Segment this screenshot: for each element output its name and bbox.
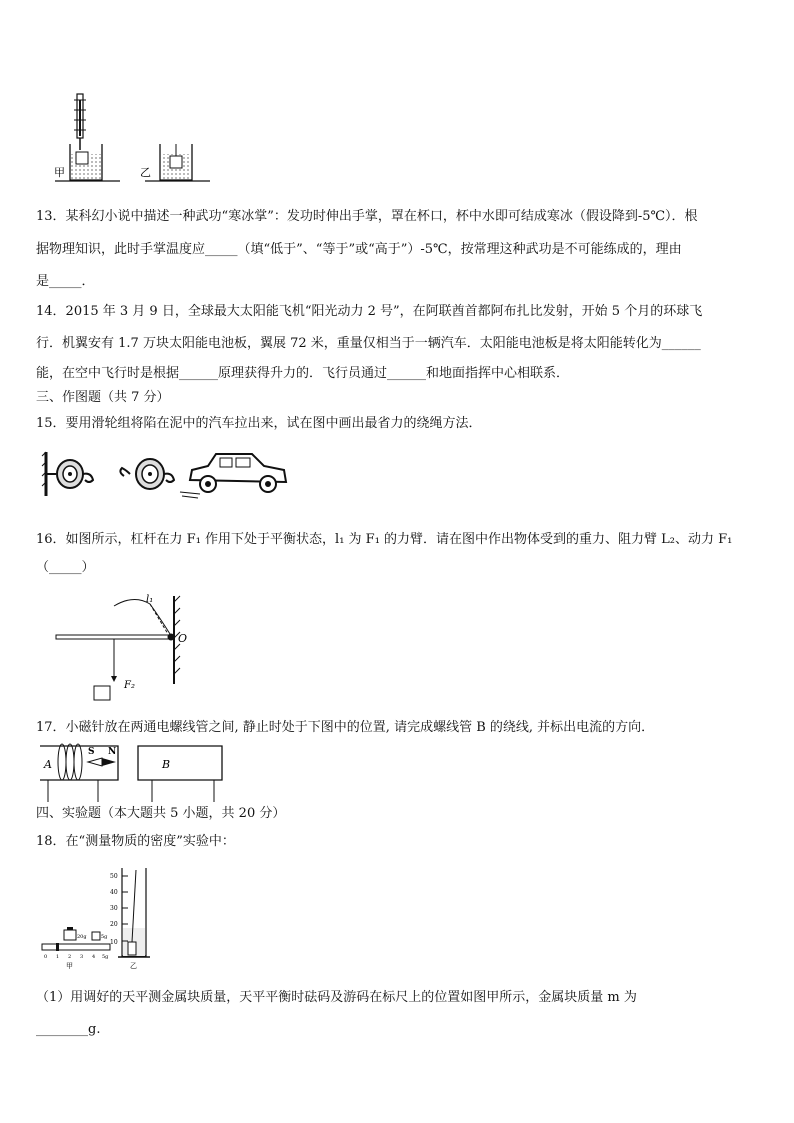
cyl-tick-40: 40 <box>110 889 118 896</box>
scale-tick-3: 3 <box>80 954 84 960</box>
section4-title: 四、实验题（本大题共 5 小题，共 20 分） <box>36 806 286 821</box>
q13-line3: 是_____． <box>36 274 95 289</box>
section3-title: 三、作图题（共 7 分） <box>36 390 170 405</box>
q16-line2: （_____） <box>36 560 95 575</box>
fig-label-jia: 甲 <box>54 166 65 179</box>
scale-tick-0: 0 <box>44 954 48 960</box>
q18-sub1-line1: （1）用调好的天平测金属块质量，天平平衡时砝码及游码在标尺上的位置如图甲所示，金属块质量 m 为 <box>36 990 637 1005</box>
q15-line1: 15．要用滑轮组将陷在泥中的汽车拉出来，试在图中画出最省力的绕绳方法． <box>36 416 482 431</box>
fig-label-jia-18: 甲 <box>66 962 73 970</box>
scale-tick-1: 1 <box>56 954 60 960</box>
q17-solenoid-figure <box>38 742 228 804</box>
label-a: A <box>44 758 52 771</box>
weight-5g: 5g <box>101 934 108 940</box>
label-s: S <box>88 747 95 757</box>
q14-line2: 行．机翼安有 1.7 万块太阳能电池板，翼展 72 米，重量仅相当于一辆汽车．太阳能电池板是将太阳能转化为______ <box>36 336 701 351</box>
q18-measurement-figure <box>40 864 170 974</box>
cyl-tick-10: 10 <box>110 939 118 946</box>
q16-lever-figure <box>50 592 190 704</box>
scale-tick-5g: 5g <box>102 954 109 960</box>
scale-tick-2: 2 <box>68 954 72 960</box>
weight-20g: 20g <box>77 934 87 940</box>
scale-tick-4: 4 <box>92 954 96 960</box>
label-o: O <box>178 632 188 645</box>
q16-line1: 16．如图所示，杠杆在力 F₁ 作用下处于平衡状态，l₁ 为 F₁ 的力臂．请在图中作出物体受到的重力、阻力臂 L₂、动力 F₁ <box>36 532 733 547</box>
cyl-tick-50: 50 <box>110 873 118 880</box>
q13-figure <box>50 92 220 188</box>
cyl-tick-20: 20 <box>110 921 118 928</box>
q17-line1: 17．小磁针放在两通电螺线管之间, 静止时处于下图中的位置, 请完成螺线管 B 的绕线, 并标出电流的方向． <box>36 720 655 735</box>
fig-label-yi: 乙 <box>140 166 151 179</box>
q18-line1: 18．在“测量物质的密度”实验中： <box>36 834 235 849</box>
q14-line3: 能，在空中飞行时是根据______原理获得升力的．飞行员通过______和地面指挥中心相联系． <box>36 366 570 381</box>
q15-pulley-car-figure <box>40 448 290 500</box>
cyl-tick-30: 30 <box>110 905 118 912</box>
q13-line1: 13．某科幻小说中描述一种武功“寒冰掌”：发功时伸出手掌，罩在杯口，杯中水即可结成寒冰（假设降到-5℃）．根 <box>36 209 698 224</box>
label-n: N <box>108 747 117 757</box>
fig-label-yi-18: 乙 <box>130 962 137 970</box>
label-b: B <box>162 758 171 771</box>
q18-sub1-line2: ________g. <box>36 1022 101 1037</box>
label-l1: l₁ <box>146 594 154 605</box>
label-f2: F₂ <box>124 680 135 691</box>
q14-line1: 14．2015 年 3 月 9 日，全球最大太阳能飞机“阳光动力 2 号”，在阿联酋首都阿布扎比发射，开始 5 个月的环球飞 <box>36 304 703 319</box>
q13-line2: 据物理知识，此时手掌温度应_____（填“低于”、“等于”或“高于”）-5℃，按常理这种武功是不可能练成的，理由 <box>36 242 682 257</box>
